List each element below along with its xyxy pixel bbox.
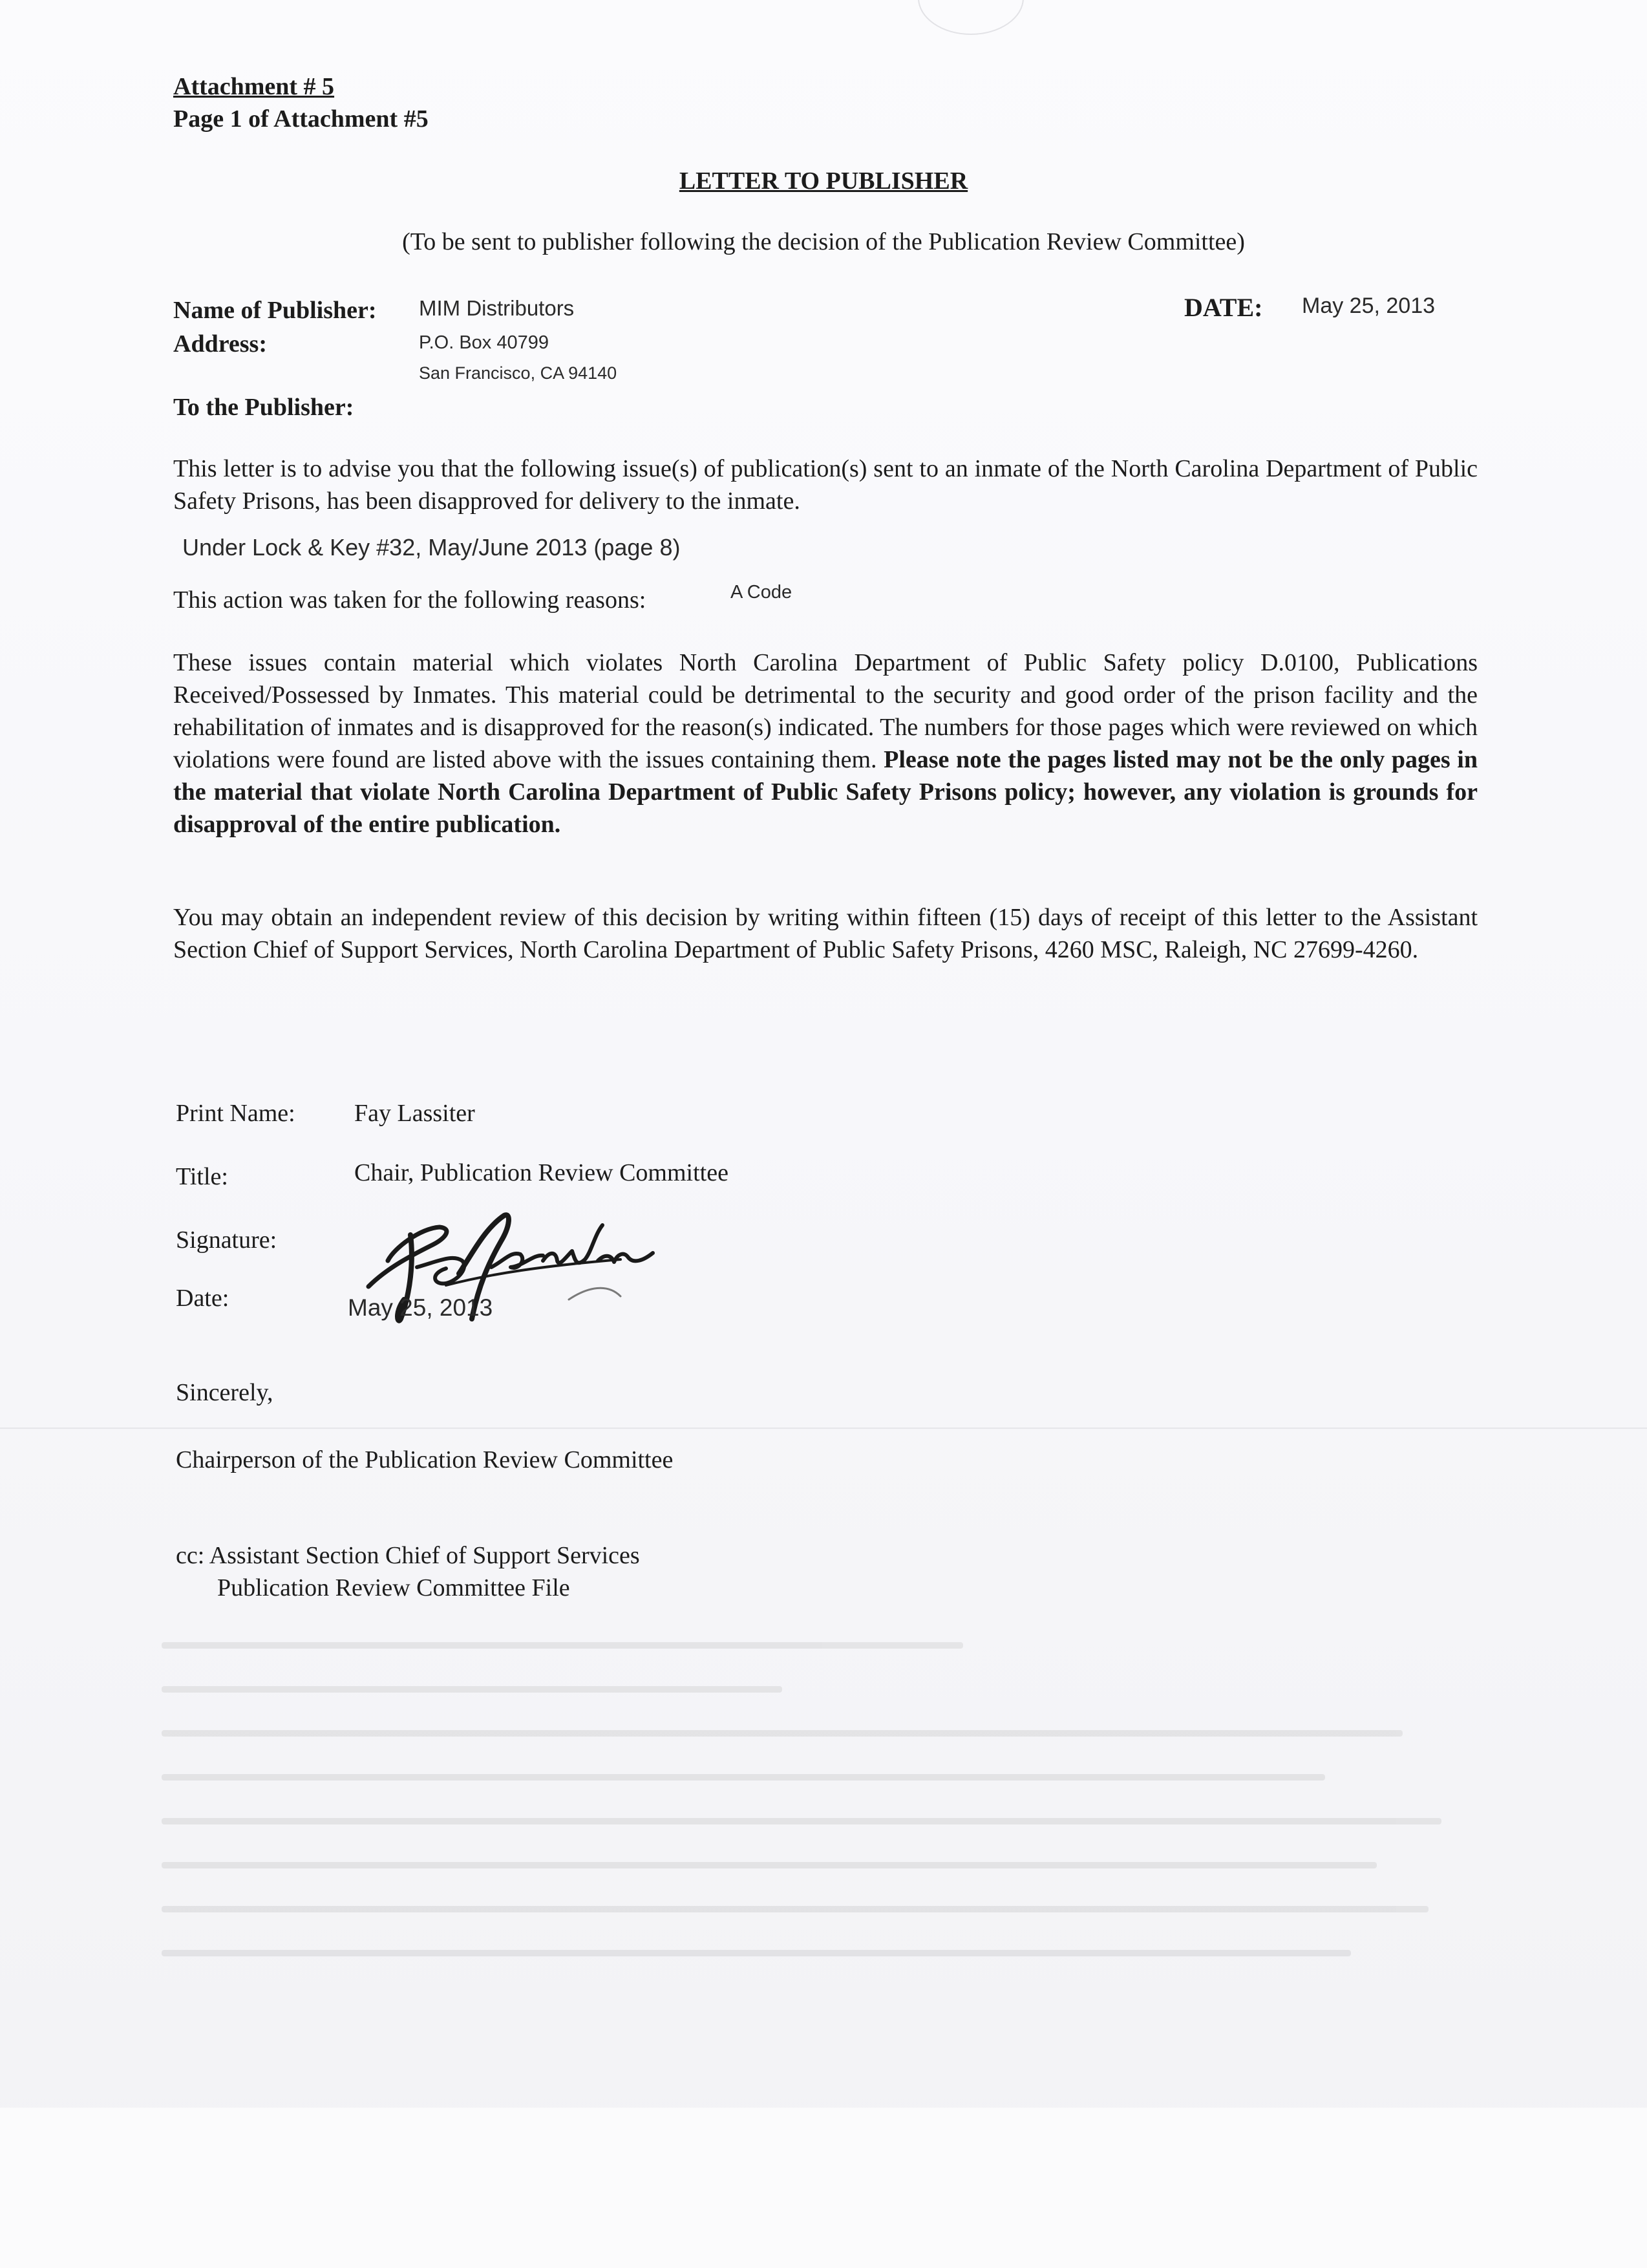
attachment-label: Attachment # 5 [173,73,335,100]
cc-line-1: cc: Assistant Section Chief of Support Services [176,1542,640,1569]
title-label: Title: [176,1163,228,1190]
disapproved-issue: Under Lock & Key #32, May/June 2013 (page 8) [182,534,681,561]
letter-title: LETTER TO PUBLISHER [679,167,968,195]
letter-date: May 25, 2013 [1302,294,1436,318]
chairperson-line: Chairperson of the Publication Review Committee [176,1446,674,1473]
reasons-label: This action was taken for the following reasons: [173,586,646,614]
closing: Sincerely, [176,1379,273,1406]
attachment-page: Page 1 of Attachment #5 [173,105,429,133]
paper-fold-line [0,1428,1647,1429]
punch-hole-mark [918,0,1024,35]
policy-text: These issues contain material which violates North Carolina Department of Public Safety policy D.0100, Publications Received/Possessed by Inmates. This material could be detrimental to the security and good order of the prison facility and the rehabilitation of inmates and is disapproved for the reason(s) indicated. The numbers for those pages which were reviewed on which violations were found are listed above with the issues containing them. [173,649,1478,773]
print-name-label: Print Name: [176,1100,295,1127]
signer-title: Chair, Publication Review Committee [354,1159,728,1186]
salutation: To the Publisher: [173,394,354,421]
print-name: Fay Lassiter [354,1100,475,1127]
publisher-name: MIM Distributors [419,296,575,320]
signature-label: Signature: [176,1226,277,1254]
review-paragraph: You may obtain an independent review of this decision by writing within fifteen (15) days of receipt of this letter to the Assistant Section Chief of Support Services, North Carolina Department of Public Safety Prisons, 4260 MSC, Raleigh, NC 27699-4260. [173,904,1478,963]
address-label: Address: [173,330,267,358]
address-line-1: P.O. Box 40799 [419,332,549,353]
publisher-name-label: Name of Publisher: [173,297,377,324]
scan-margin [0,2108,1647,2268]
reason-code: A Code [730,582,792,603]
notice-paragraph: This letter is to advise you that the following issue(s) of publication(s) sent to an inmate of the North Carolina Department of Public Safety Prisons, has been disapproved for delivery to the inmate. [173,455,1478,515]
policy-paragraph [173,647,1478,840]
letter-subtitle: (To be sent to publisher following the decision of the Publication Review Committee) [402,228,1245,255]
signed-date: May 25, 2013 [348,1294,493,1321]
date-field-label: Date: [176,1285,229,1312]
address-line-2: San Francisco, CA 94140 [419,363,617,383]
cc-line-2: Publication Review Committee File [217,1574,570,1601]
date-label: DATE: [1184,293,1263,322]
policy-warning: Please note the pages listed may not be the only pages in the material that violate North Carolina Department of Public Safety Prisons policy; however, any violation is grounds for disapproval of the entire publication. [173,746,1478,838]
bleed-through-texture [162,1642,1454,2095]
